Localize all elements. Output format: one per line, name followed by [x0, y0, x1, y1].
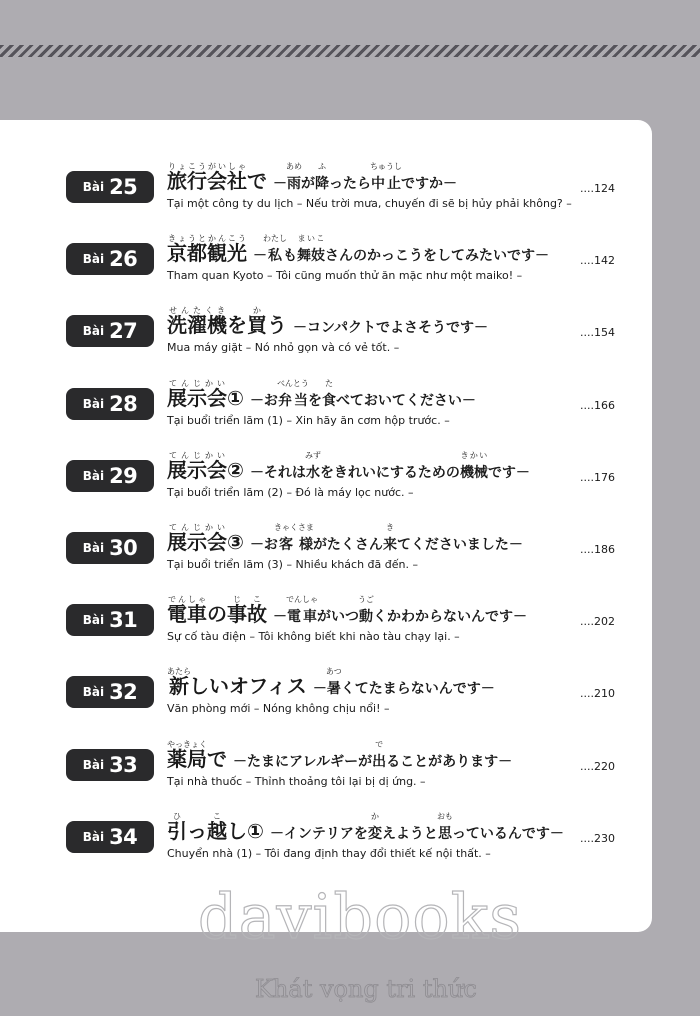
text-segment: くかわからないんです－	[373, 609, 527, 626]
ruby-segment	[207, 811, 227, 843]
lesson-prefix: Bài	[82, 685, 105, 700]
lesson-title	[167, 234, 247, 266]
lesson-title-line	[167, 740, 512, 772]
furigana: うご	[358, 595, 374, 605]
furigana: こ	[207, 811, 227, 821]
toc-entry	[0, 513, 652, 581]
ruby-segment	[297, 234, 325, 265]
lesson-badge	[66, 532, 154, 564]
ruby-segment	[370, 162, 402, 192]
ruby-segment	[459, 450, 488, 481]
text-segment: －たまにアレルギーが	[233, 753, 373, 770]
top-stripe-decoration	[0, 45, 700, 57]
kanji-base: 観光	[207, 241, 247, 266]
kanji-base: 出	[372, 753, 387, 770]
kanji-base: 雨	[286, 176, 302, 192]
toc-entry	[0, 657, 652, 725]
text-segment: で	[207, 746, 227, 771]
lesson-badge	[66, 460, 154, 492]
lesson-subtitle	[249, 450, 530, 481]
toc-entry	[0, 585, 652, 653]
lesson-translation: Tại một công ty du lịch – Nếu trời mưa, chuyến đi sẽ bị hủy phải không? –	[167, 197, 572, 210]
furigana: てんじかい	[167, 378, 227, 388]
kanji-base: 会社	[207, 169, 247, 193]
ruby-segment	[167, 523, 227, 554]
ruby-segment	[167, 234, 207, 266]
lesson-translation: Tại buổi triển lãm (3) – Nhiều khách đã đến. –	[167, 558, 418, 571]
kanji-base: 食	[321, 392, 336, 409]
ruby-segment	[167, 811, 187, 843]
page-number: ....166	[580, 398, 615, 412]
kanji-base: 水	[304, 464, 321, 481]
lesson-badge	[66, 171, 154, 203]
ruby-segment	[315, 162, 329, 192]
lesson-subtitle	[293, 320, 488, 336]
ruby-segment	[358, 595, 374, 626]
kanji-base: 弁当	[276, 392, 309, 409]
ruby-segment	[167, 306, 227, 338]
lesson-number: 26	[109, 247, 138, 272]
lesson-translation: Tại buổi triển lãm (2) – Đó là máy lọc nước. –	[167, 485, 414, 499]
text-segment: －	[273, 609, 287, 626]
text-segment: －コンパクトでよさそうです－	[293, 320, 489, 337]
toc-entry	[0, 730, 652, 798]
furigana: あつ	[325, 667, 342, 677]
text-segment: くてたまらないんです－	[340, 681, 495, 698]
kanji-base: 変	[367, 825, 382, 842]
furigana: ふ	[315, 162, 329, 171]
text-segment: も	[283, 248, 297, 265]
page-number: ....202	[580, 615, 615, 629]
lesson-translation: Sự cố tàu điện – Tôi không biết khi nào tàu chạy lại. –	[167, 630, 460, 644]
lesson-title-line	[167, 234, 549, 266]
page-number: ....230	[580, 831, 615, 845]
lesson-prefix: Bài	[82, 468, 105, 483]
lesson-translation: Mua máy giặt – Nó nhỏ gọn và có vẻ tốt. –	[167, 341, 400, 355]
furigana: でんしゃ	[286, 595, 318, 605]
kanji-base: 事故	[227, 602, 267, 627]
lesson-number: 32	[109, 680, 138, 705]
text-segment: っているんです－	[451, 825, 564, 842]
lesson-number: 33	[109, 752, 138, 777]
lesson-number: 30	[109, 536, 138, 560]
furigana: ひ	[167, 811, 187, 821]
ruby-segment	[227, 595, 267, 627]
ruby-segment	[297, 523, 314, 553]
toc-entry	[0, 296, 652, 364]
ruby-segment	[325, 667, 342, 698]
lesson-badge	[66, 388, 154, 420]
furigana: べんとう	[276, 378, 309, 388]
lesson-badge	[66, 821, 154, 853]
text-segment: てくださいました－	[396, 537, 523, 553]
furigana: ちゅうし	[370, 162, 402, 171]
kanji-base: 買	[247, 313, 267, 338]
lesson-title-line	[167, 451, 530, 483]
text-segment: ②	[227, 457, 244, 482]
lesson-prefix: Bài	[82, 613, 105, 628]
lesson-title	[167, 811, 264, 843]
ruby-segment	[276, 378, 309, 409]
ruby-segment	[436, 811, 453, 842]
lesson-prefix: Bài	[82, 180, 105, 194]
text-segment: し①	[227, 818, 264, 843]
kanji-base: 舞妓	[297, 248, 325, 265]
lesson-title-line	[167, 595, 527, 627]
text-segment: の	[207, 602, 227, 627]
text-segment: －	[312, 681, 327, 698]
page-number: ....186	[580, 543, 615, 556]
kanji-base: 京都	[167, 241, 207, 266]
furigana: た	[321, 378, 336, 388]
lesson-subtitle	[249, 523, 523, 553]
furigana: りょこう	[167, 162, 207, 171]
furigana: かんこう	[207, 234, 247, 244]
kanji-base: 客	[273, 537, 298, 553]
furigana: まいこ	[297, 234, 325, 244]
ruby-segment	[167, 162, 207, 193]
ruby-segment	[167, 667, 191, 699]
kanji-base: 動	[358, 609, 374, 626]
lesson-badge	[66, 749, 154, 781]
furigana: みず	[304, 450, 321, 460]
lesson-prefix: Bài	[82, 252, 105, 267]
lesson-title	[167, 667, 307, 699]
lesson-badge	[66, 676, 154, 708]
page-number: ....142	[580, 254, 615, 268]
ruby-segment	[286, 595, 318, 626]
kanji-base: 引	[167, 818, 187, 843]
lesson-subtitle	[249, 378, 476, 409]
text-segment: －それは	[249, 464, 306, 481]
furigana: か	[367, 811, 382, 821]
text-segment: ですか－	[401, 176, 457, 192]
lesson-translation: Tại buổi triển lãm (1) – Xin hãy ăn cơm hộp trước. –	[167, 413, 450, 427]
text-segment: っ	[187, 818, 207, 843]
lesson-title	[167, 523, 244, 554]
lesson-title	[167, 306, 287, 338]
lesson-prefix: Bài	[82, 757, 105, 772]
ruby-segment	[372, 739, 387, 770]
lesson-subtitle	[269, 811, 564, 842]
lesson-prefix: Bài	[82, 396, 105, 411]
furigana: あめ	[286, 162, 302, 171]
page-number: ....220	[580, 759, 615, 773]
text-segment: －	[253, 248, 267, 265]
text-segment: を	[307, 392, 322, 409]
kanji-base: 私	[263, 248, 287, 265]
kanji-base: 展示会	[167, 457, 227, 482]
kanji-base: 電車	[286, 609, 318, 626]
ruby-segment	[321, 378, 336, 409]
lesson-title-line	[167, 162, 457, 194]
text-segment: がたくさん	[312, 537, 383, 553]
furigana: てんじかい	[167, 523, 227, 532]
kanji-base: 旅行	[167, 169, 207, 193]
lesson-prefix: Bài	[82, 829, 105, 844]
ruby-segment	[167, 595, 207, 627]
text-segment: －お	[249, 537, 278, 553]
ruby-segment	[167, 450, 227, 482]
lesson-badge	[66, 604, 154, 636]
furigana: あたら	[167, 667, 191, 677]
text-segment: さんのかっこうをしてみたいです－	[325, 248, 549, 265]
toc-entry	[0, 152, 652, 220]
lesson-number: 28	[109, 391, 138, 416]
toc-entry	[0, 224, 652, 292]
text-segment: をきれいにするための	[319, 464, 460, 481]
lesson-title	[167, 450, 244, 482]
text-segment: －インテリアを	[269, 825, 368, 842]
page-number: ....154	[580, 326, 615, 340]
lesson-title-line	[167, 523, 523, 555]
lesson-number: 29	[109, 463, 138, 488]
lesson-subtitle	[233, 739, 513, 770]
ruby-segment	[247, 306, 267, 338]
kanji-base: 洗濯機	[167, 313, 227, 338]
lesson-subtitle	[253, 234, 549, 265]
lesson-number: 31	[109, 608, 138, 633]
lesson-number: 25	[109, 175, 138, 199]
text-segment: しいオフィス	[189, 674, 307, 699]
page-number: ....124	[580, 182, 615, 195]
kanji-base: 思	[436, 825, 453, 842]
lesson-title	[167, 162, 267, 193]
furigana: がいしゃ	[207, 162, 247, 171]
kanji-base: 新	[167, 674, 191, 699]
kanji-base: 展示会	[167, 530, 227, 554]
lesson-subtitle	[273, 595, 527, 626]
furigana: わたし	[263, 234, 287, 244]
kanji-base: 中止	[370, 176, 402, 192]
ruby-segment	[304, 450, 321, 481]
lesson-title	[167, 739, 227, 771]
furigana: じこ	[227, 595, 267, 605]
lesson-translation: Tại nhà thuốc – Thỉnh thoảng tôi lại bị dị ứng. –	[167, 774, 426, 788]
ruby-segment	[167, 378, 227, 410]
toc-entry	[0, 802, 652, 870]
lesson-badge	[66, 243, 154, 275]
furigana: やっきょく	[167, 739, 207, 749]
lesson-prefix: Bài	[82, 324, 105, 339]
text-segment: －	[273, 176, 287, 192]
text-segment: で	[247, 169, 267, 193]
toc-entry	[0, 441, 652, 509]
text-segment: がいつ	[317, 609, 359, 626]
lesson-prefix: Bài	[82, 541, 105, 555]
lesson-subtitle	[273, 162, 457, 192]
lesson-title	[167, 378, 244, 410]
text-segment: ③	[227, 530, 244, 554]
lesson-title-line	[167, 667, 495, 699]
text-segment: です－	[487, 464, 530, 481]
text-segment: う	[267, 313, 287, 338]
text-segment: －お	[249, 392, 278, 409]
ruby-segment	[263, 234, 287, 265]
text-segment: ることがあります－	[386, 753, 513, 770]
text-segment: ①	[227, 385, 244, 410]
kanji-base: 様	[297, 537, 314, 553]
kanji-base: 薬局	[167, 746, 207, 771]
kanji-base: 降	[315, 176, 329, 192]
lesson-title	[167, 595, 267, 627]
kanji-base: 機械	[459, 464, 488, 481]
watermark-slogan: Khát vọng tri thức	[255, 975, 477, 1003]
furigana: きかい	[459, 450, 488, 460]
lesson-title-line	[167, 306, 488, 338]
lesson-translation: Chuyển nhà (1) – Tôi đang định thay đổi thiết kế nội thất. –	[167, 846, 491, 860]
furigana: てんじかい	[167, 450, 227, 460]
kanji-base: 暑	[325, 681, 342, 698]
kanji-base: 越	[207, 818, 227, 843]
kanji-base: 来	[382, 537, 397, 553]
page-number: ....210	[580, 687, 615, 701]
ruby-segment	[367, 811, 382, 842]
furigana: さま	[297, 523, 314, 532]
ruby-segment	[286, 162, 302, 192]
lesson-translation: Tham quan Kyoto – Tôi cũng muốn thử ăn mặc như một maiko! –	[167, 269, 523, 283]
ruby-segment	[207, 162, 247, 193]
text-segment: えようと	[381, 825, 438, 842]
kanji-base: 電車	[167, 602, 207, 627]
furigana: き	[382, 523, 397, 532]
furigana: でんしゃ	[167, 595, 207, 605]
toc-entry	[0, 369, 652, 437]
ruby-segment	[382, 523, 397, 553]
page-number: ....176	[580, 470, 615, 484]
lesson-translation: Văn phòng mới – Nóng không chịu nổi! –	[167, 702, 390, 716]
watermark-brand: davibooks	[197, 880, 523, 953]
ruby-segment	[207, 234, 247, 266]
text-segment: べておいてください－	[335, 392, 476, 409]
furigana: か	[247, 306, 267, 316]
furigana: で	[372, 739, 387, 749]
lesson-number: 34	[109, 824, 138, 849]
furigana: おも	[436, 811, 453, 821]
lesson-title-line	[167, 812, 564, 844]
lesson-badge	[66, 315, 154, 347]
kanji-base: 展示会	[167, 385, 227, 410]
lesson-number: 27	[109, 319, 138, 344]
ruby-segment	[273, 523, 298, 553]
lesson-subtitle	[312, 667, 495, 698]
lesson-title-line	[167, 379, 476, 411]
furigana: きゃく	[273, 523, 298, 532]
text-segment: ったら	[329, 176, 371, 192]
furigana: きょうと	[167, 234, 207, 244]
ruby-segment	[167, 739, 207, 771]
text-segment: を	[227, 313, 247, 338]
furigana: せんたくき	[167, 306, 227, 316]
text-segment: が	[301, 176, 315, 192]
